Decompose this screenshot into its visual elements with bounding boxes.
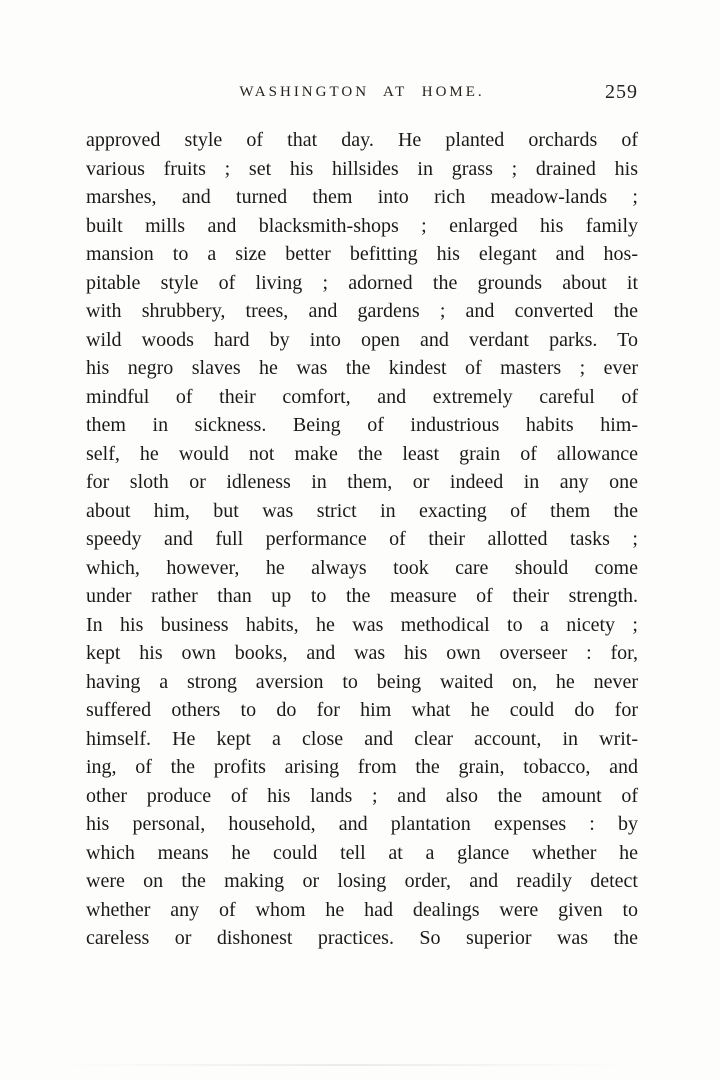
text-line: built mills and blacksmith-shops ; enlarged his family xyxy=(86,214,638,237)
text-line: his personal, household, and plantation expenses : by xyxy=(86,813,638,835)
text-line: with shrubbery, trees, and gardens ; and converted the xyxy=(86,300,638,322)
text-line: approved style of that day. He planted orchards of xyxy=(86,129,638,151)
text-line: suffered others to do for him what he could do for xyxy=(86,699,638,721)
text-line: them in sickness. Being of industrious habits him- xyxy=(86,414,638,436)
text-line: mansion to a size better befitting his elegant and hos- xyxy=(86,243,638,265)
scan-edge-artifact xyxy=(60,1064,630,1066)
text-line: whether any of whom he had dealings were given to xyxy=(86,898,638,921)
text-line: In his business habits, he was methodical to a nicety ; xyxy=(86,613,638,636)
text-line: various fruits ; set his hillsides in grass ; drained his xyxy=(86,157,638,180)
text-line: having a strong aversion to being waited on, he never xyxy=(86,670,638,693)
text-line: pitable style of living ; adorned the grounds about it xyxy=(86,271,638,294)
page-header xyxy=(86,81,638,108)
text-line: careless or dishonest practices. So superior was the xyxy=(86,927,638,949)
text-line: other produce of his lands ; and also the amount of xyxy=(86,784,638,807)
text-line: about him, but was strict in exacting of them the xyxy=(86,499,638,522)
text-line: ing, of the profits arising from the grain, tobacco, and xyxy=(86,756,638,778)
text-line: his negro slaves he was the kindest of masters ; ever xyxy=(86,357,638,379)
page-body-text xyxy=(86,126,638,953)
text-line: wild woods hard by into open and verdant parks. To xyxy=(86,328,638,351)
text-line: mindful of their comfort, and extremely careful of xyxy=(86,385,638,408)
text-line: under rather than up to the measure of their strength. xyxy=(86,585,638,607)
text-line: which, however, he always took care should come xyxy=(86,556,638,579)
text-line: for sloth or idleness in them, or indeed in any one xyxy=(86,471,638,493)
text-line: self, he would not make the least grain of allowance xyxy=(86,442,638,465)
text-line: marshes, and turned them into rich meadow-lands ; xyxy=(86,186,638,208)
text-line: were on the making or losing order, and readily detect xyxy=(86,870,638,892)
running-header-title: WASHINGTON AT HOME. xyxy=(239,84,485,100)
text-line: kept his own books, and was his own overseer : for, xyxy=(86,642,638,664)
text-line: himself. He kept a close and clear account, in writ- xyxy=(86,727,638,750)
text-line: speedy and full performance of their allotted tasks ; xyxy=(86,528,638,550)
page-number: 259 xyxy=(605,81,638,103)
text-line: which means he could tell at a glance whether he xyxy=(86,841,638,864)
